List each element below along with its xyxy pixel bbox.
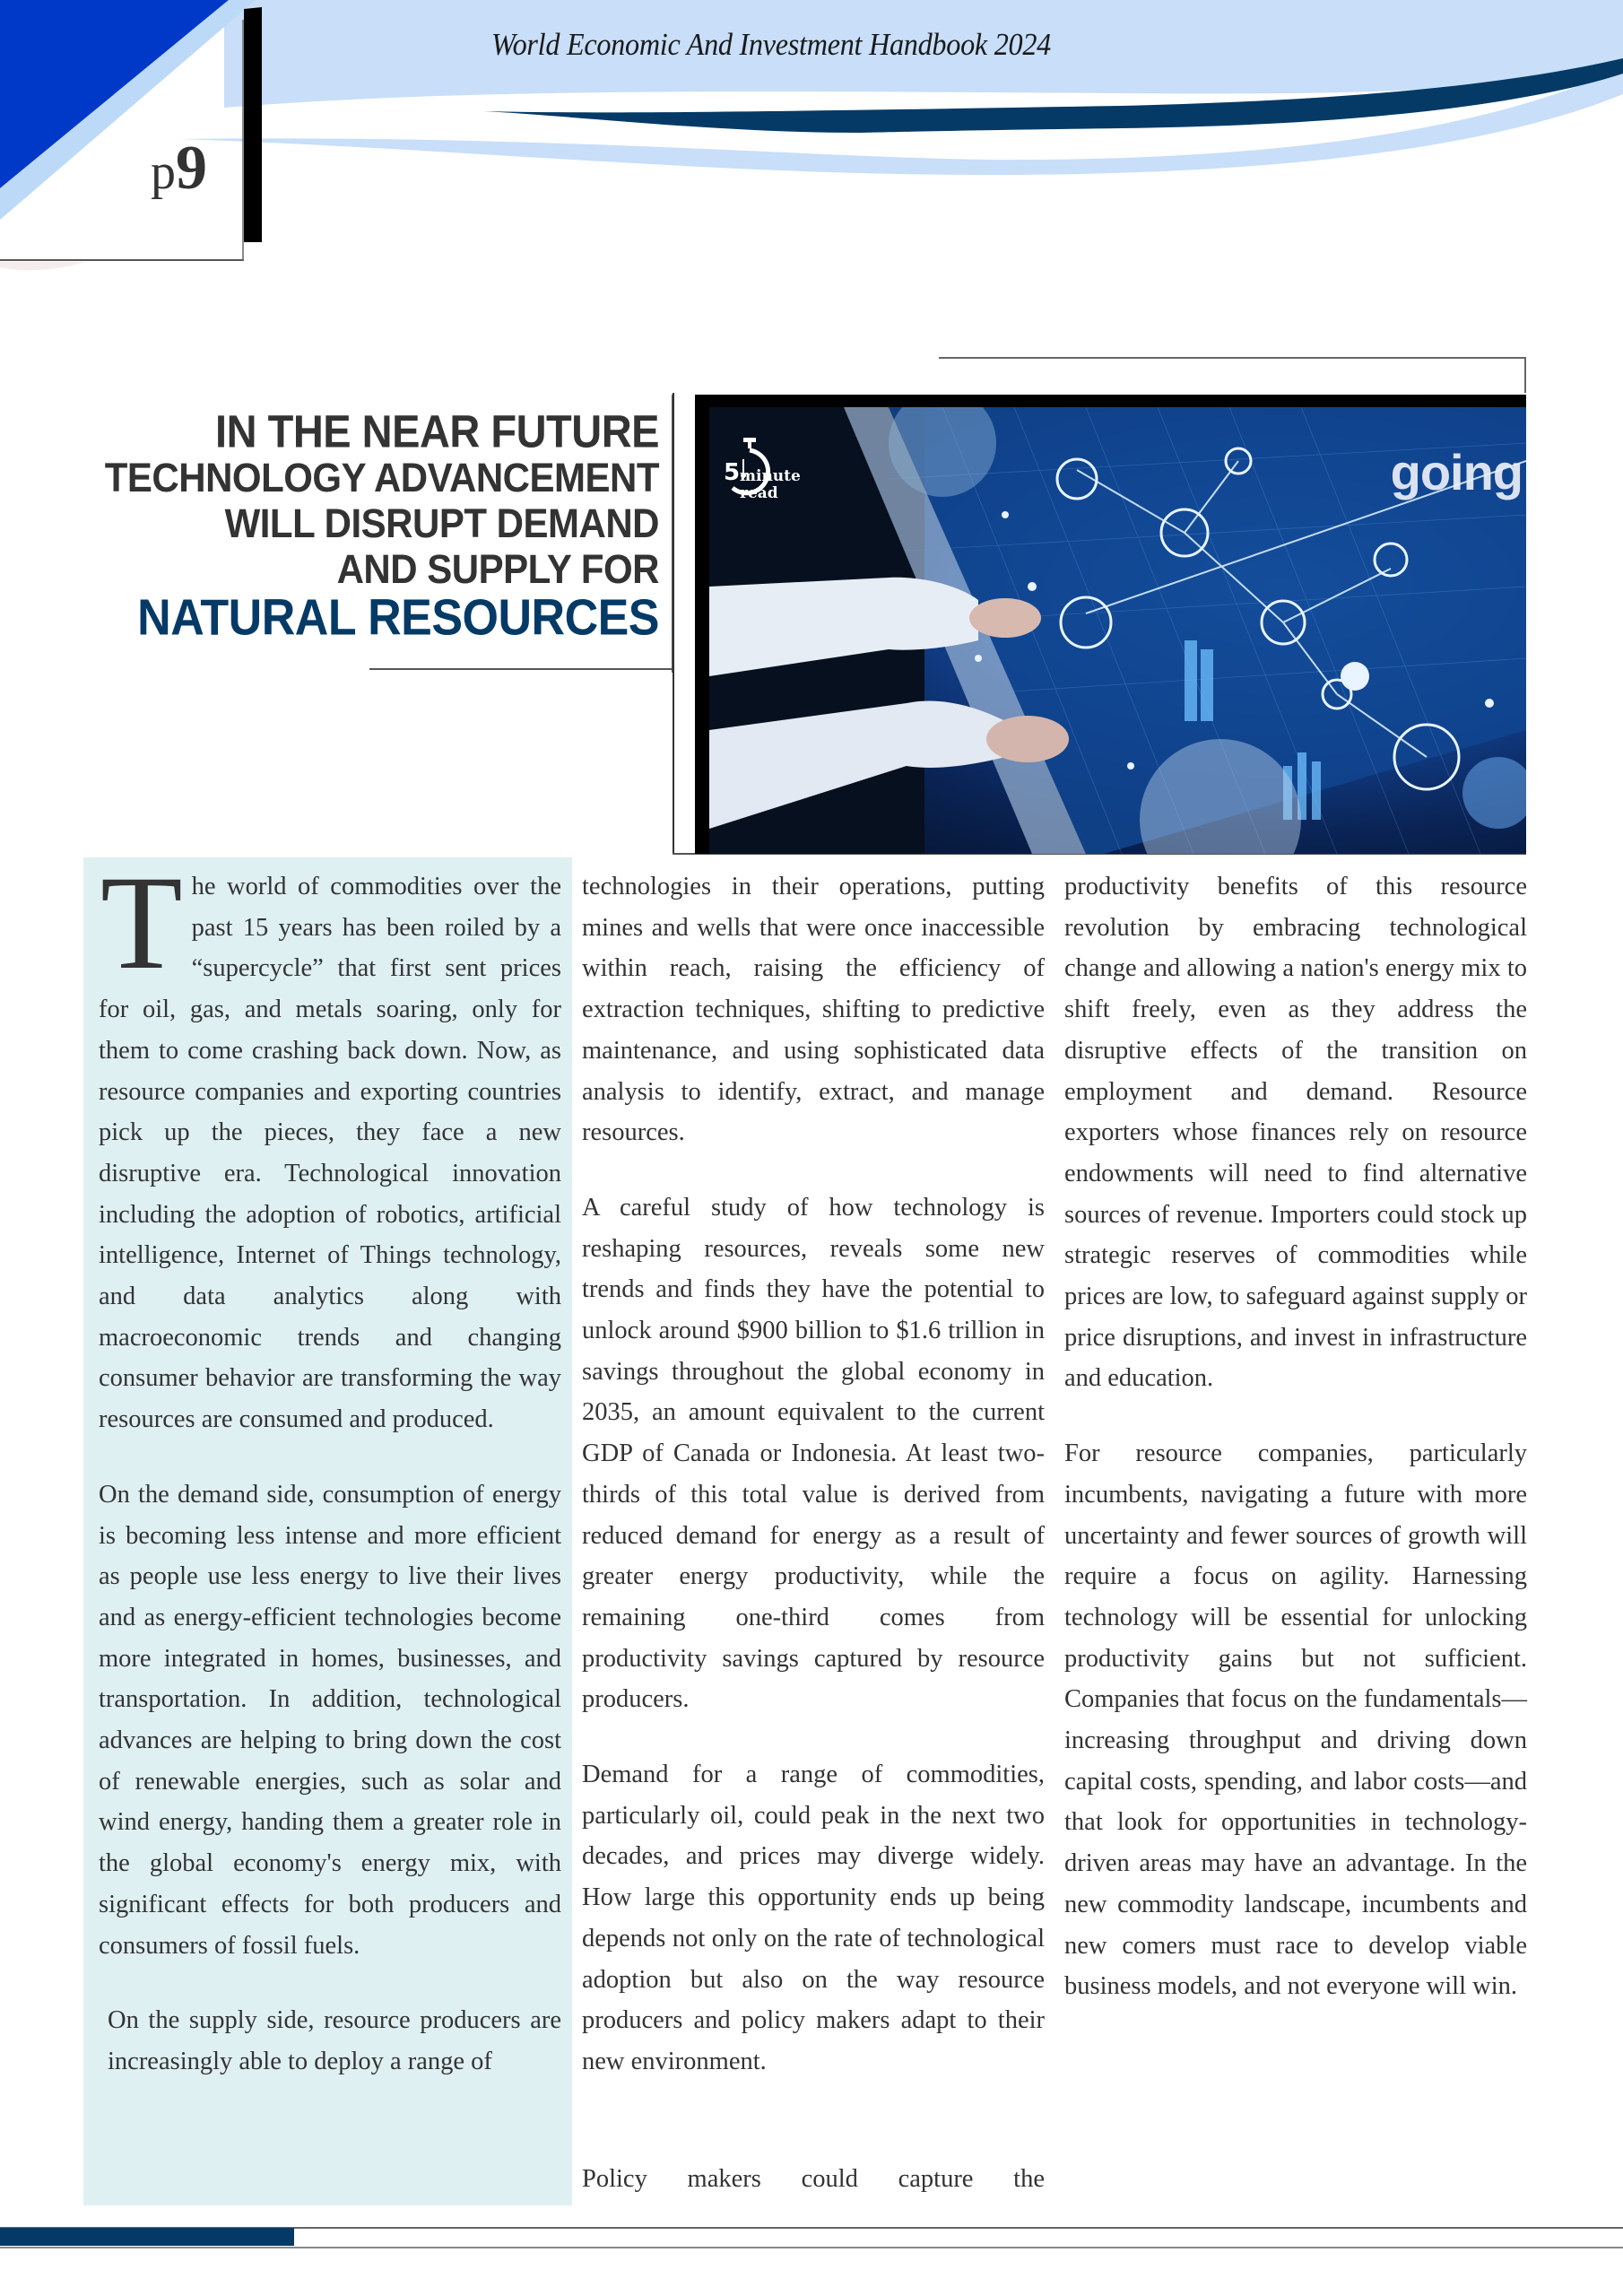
- article-headline: [81, 404, 659, 647]
- page-number: [151, 133, 207, 204]
- image-frame-left-line: [673, 393, 674, 855]
- footer-accent-bar: [0, 2228, 294, 2246]
- read-time-number: 5: [724, 459, 741, 486]
- hero-image: [695, 395, 1526, 854]
- article-paragraph: On the supply side, resource producers are increasingly able to deploy a range of: [108, 2006, 561, 2075]
- hero-image-artwork: [709, 407, 1526, 854]
- page-number-prefix: p: [151, 144, 176, 200]
- article-paragraph: For resource companies, particularly incumbents, navigating a future with more uncertainty and fewer sources of growth will require a focus on agility. Harnessing technology will be essential for unlocking productivity gains but not sufficient. Companies that focus on the fundamentals—increasing throughput and driving down capital costs, spending, and labor costs—and that look for opportunities in technology-driven areas may have an advantage. In the new commodity landscape, incumbents and new comers must race to develop viable business models, and not everyone will win.: [1064, 1439, 1527, 2001]
- read-time-line-1: minute: [740, 467, 801, 485]
- footer-rule-bottom: [0, 2247, 1623, 2248]
- article-paragraph: A careful study of how technology is reshaping resources, reveals some new trends and finds they have the potential to unlock around $900 billion to $1.6 trillion in savings throughout the global economy in 2035, an amount equivalent to the current GDP of Canada or Indonesia. At least two-thirds of this total value is derived from reduced demand for energy as a result of greater energy productivity, while the remaining one-third comes from productivity savings captured by resource producers.: [582, 1193, 1045, 1714]
- paragraph-text: he world of commodities over the past 15 years has been roiled by a “supercycle” that first sent prices for oil, gas, and metals soaring, only for them to come crashing back down. Now, as resource companies and exporting countries pick up the pieces, they face a new disruptive era. Technological innovation including the adoption of robotics, artificial intelligence, Internet of Things technology, and data analytics along with macroeconomic trends and changing consumer behavior are transforming the way resources are consumed and produced.: [99, 873, 561, 1434]
- image-watermark: going: [1390, 444, 1523, 500]
- headline-line-3: WILL DISRUPT DEMAND: [224, 500, 659, 546]
- article-paragraph: [99, 848, 561, 1440]
- headline-line-5: NATURAL RESOURCES: [137, 590, 659, 647]
- article-paragraph: productivity benefits of this resource revolution by embracing technological change and allowing a nation's energy mix to shift freely, even as they address the disruptive effects of the transition on employment and demand. Resource exporters whose finances rely on resource endowments will need to find alternative sources of revenue. Importers could stock up strategic reserves of commodities while prices are low, to safeguard against supply or price disruptions, and invest in infrastructure and education.: [1064, 873, 1527, 1393]
- read-time-label: [740, 468, 801, 502]
- page-number-value: 9: [176, 134, 207, 203]
- headline-line-2: TECHNOLOGY ADVANCEMENT: [104, 454, 659, 500]
- article-column-3: [1064, 866, 1527, 2007]
- article-paragraph: On the demand side, consumption of energy is becoming less intense and more efficient as people use less energy to live their lives and as energy-efficient technologies become more integrated in homes, businesses, and transportation. In addition, technological advances are helping to bring down the cost of renewable energies, such as solar and wind energy, handing them a greater role in the global economy's energy mix, with significant effects for both producers and consumers of fossil fuels.: [99, 1480, 561, 1960]
- page-tab-shadow: [244, 7, 262, 242]
- read-time-badge: [709, 434, 817, 506]
- image-frame-right-line: [1524, 357, 1526, 393]
- read-time-line-2: read: [740, 484, 778, 502]
- headline-line-4: AND SUPPLY FOR: [336, 546, 659, 593]
- running-title: World Economic And Investment Handbook 2024: [491, 27, 1051, 62]
- article-column-2: [582, 866, 1045, 2199]
- article-paragraph: Policy makers could capture the: [582, 2164, 1045, 2193]
- headline-line-1: IN THE NEAR FUTURE: [215, 404, 659, 457]
- drop-cap: T: [100, 848, 183, 997]
- article-paragraph: technologies in their operations, putting mines and wells that were once inaccessible within reach, raising the efficiency of extraction techniques, shifting to predictive maintenance, and using sophisticated data analysis to identify, extract, and manage resources.: [582, 873, 1045, 1147]
- article-paragraph: Demand for a range of commodities, particularly oil, could peak in the next two decades, and prices may diverge widely. How large this opportunity ends up being depends not only on the rate of technological adoption but also on the way resource producers and policy makers adapt to their new environment.: [582, 1761, 1045, 2075]
- article-column-1: [99, 848, 561, 2083]
- image-frame-top-line: [939, 357, 1526, 359]
- headline-divider-horizontal: [369, 668, 673, 670]
